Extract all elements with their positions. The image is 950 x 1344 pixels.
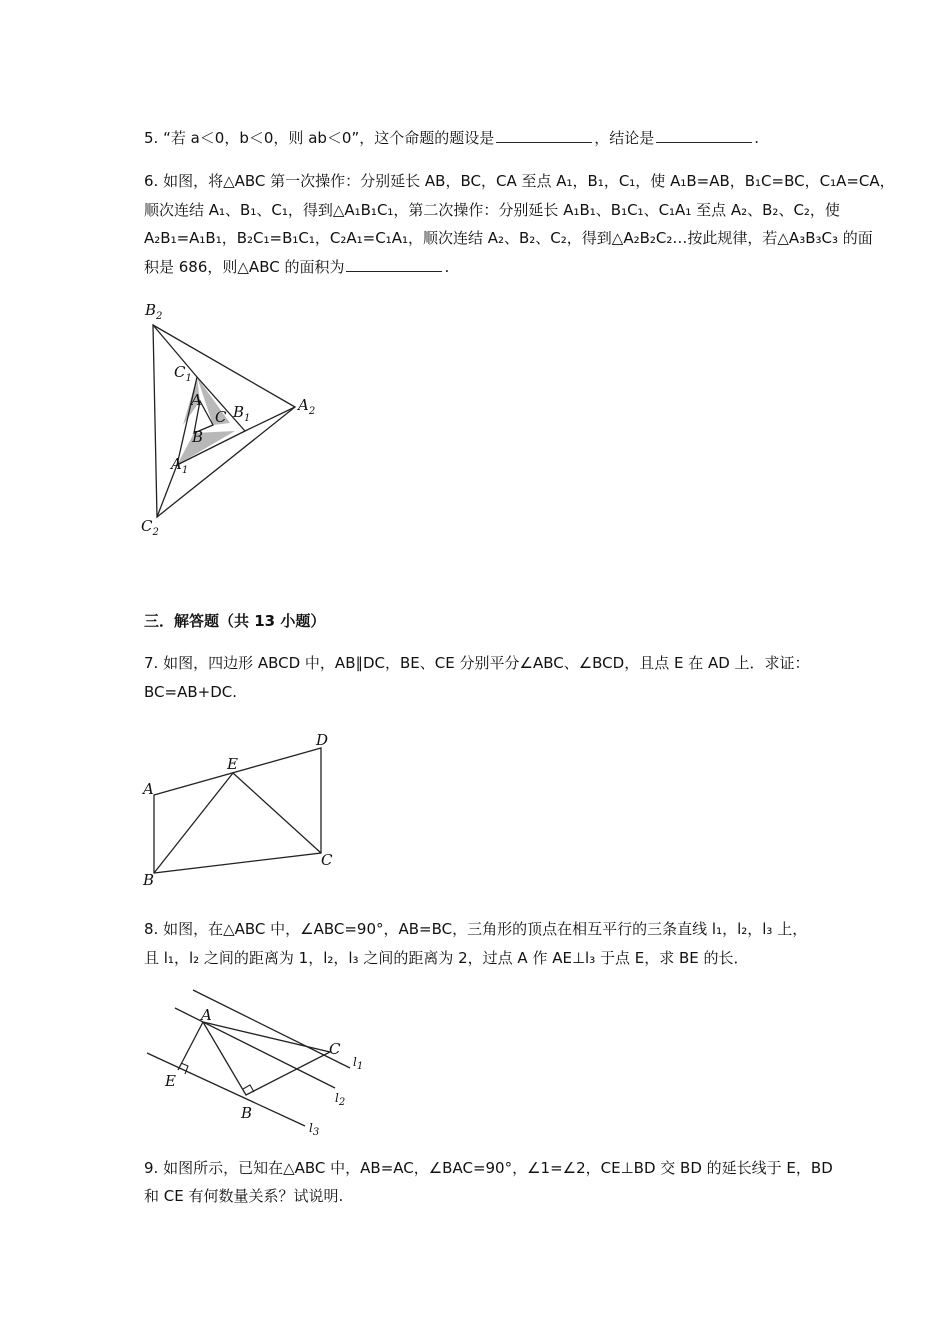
q7-label-D: D — [316, 731, 329, 749]
q6-line-4 — [144, 256, 449, 278]
q7-label-A: A — [143, 780, 154, 798]
q5-text-end: . — [754, 129, 760, 147]
q8-label-A: A — [201, 1006, 212, 1024]
q9-line-1: 9. 如图所示，已知在△ABC 中，AB=AC，∠BAC=90°，∠1=∠2，CE⊥BD 交 BD 的延长线于 E，BD — [144, 1159, 833, 1177]
q6-figure — [135, 295, 335, 545]
q8-label-l3: $l_3$ — [309, 1121, 320, 1138]
q7-label-B: B — [143, 871, 155, 889]
q6-blank-area[interactable] — [346, 256, 442, 272]
q7-segment-ce — [233, 773, 321, 853]
label-C: C — [215, 408, 227, 426]
q8-figure — [135, 978, 375, 1138]
q5-blank-premise[interactable] — [496, 127, 592, 143]
q7-line-2: BC=AB+DC. — [144, 683, 237, 701]
label-A1: $A_1$ — [171, 455, 189, 476]
q8-label-l2: $l_2$ — [335, 1091, 346, 1108]
q6-text-area: 积是 686，则△ABC 的面积为 — [144, 258, 345, 276]
q7-segment-be — [154, 773, 233, 873]
q8-label-E: E — [165, 1072, 176, 1090]
question-5 — [144, 127, 759, 149]
q5-text-conclusion: ，结论是 — [594, 129, 655, 147]
q8-label-C: C — [329, 1040, 341, 1058]
q6-line-3: A₂B₁=A₁B₁，B₂C₁=B₁C₁，C₂A₁=C₁A₁，顺次连结 A₂、B₂、C₂，得到△A₂B₂C₂…按此规律，若△A₃B₃C₃ 的面 — [144, 229, 873, 247]
q7-line-1: 7. 如图，四边形 ABCD 中，AB∥DC，BE、CE 分别平分∠ABC、∠BCD，且点 E 在 AD 上．求证： — [144, 654, 810, 672]
q6-text-end: . — [444, 258, 450, 276]
q8-right-angle-b — [243, 1085, 254, 1092]
label-B1: $B_1$ — [233, 403, 251, 424]
q6-line-2: 顺次连结 A₁、B₁、C₁，得到△A₁B₁C₁，第二次操作：分别延长 A₁B₁、B₁C₁、C₁A₁ 至点 A₂、B₂、C₂，使 — [144, 201, 840, 219]
label-C1: $C_1$ — [174, 363, 192, 384]
q8-label-B: B — [241, 1104, 253, 1122]
q8-line-1: 8. 如图，在△ABC 中，∠ABC=90°，AB=BC，三角形的顶点在相互平行的三条直线 l₁，l₂，l₃ 上， — [144, 920, 808, 938]
label-C2: $C_2$ — [141, 517, 159, 538]
q8-line-2: 且 l₁，l₂ 之间的距离为 1，l₂，l₃ 之间的距离为 2，过点 A 作 AE⊥l₃ 于点 E，求 BE 的长． — [144, 949, 749, 967]
q8-triangle-abc — [203, 1022, 330, 1095]
section-3-title: 三．解答题（共 13 小题） — [144, 612, 326, 630]
q8-label-l1: $l_1$ — [353, 1055, 364, 1072]
label-B2: $B_2$ — [145, 301, 163, 322]
q7-label-C: C — [321, 851, 333, 869]
q7-label-E: E — [227, 755, 238, 773]
q9-line-2: 和 CE 有何数量关系？试说明. — [144, 1187, 344, 1205]
q7-figure — [135, 728, 345, 893]
label-B: B — [192, 428, 204, 446]
q6-shaded-region-3 — [177, 431, 235, 465]
q5-text-premise: 5. “若 a＜0，b＜0，则 ab＜0”，这个命题的题设是 — [144, 129, 495, 147]
q6-line-1: 6. 如图，将△ABC 第一次操作：分别延长 AB，BC，CA 至点 A₁，B₁，C₁，使 A₁B=AB，B₁C=BC，C₁A=CA， — [144, 172, 895, 190]
q5-blank-conclusion[interactable] — [656, 127, 752, 143]
label-A: A — [191, 391, 202, 409]
label-A2: $A_2$ — [298, 396, 316, 417]
